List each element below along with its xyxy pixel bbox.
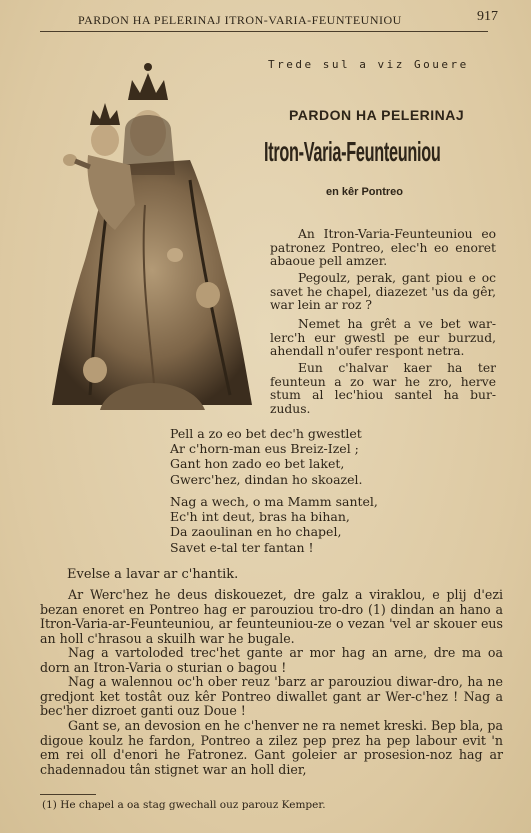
right-paragraph: An Itron-Varia-Feunteuniou eo patronez Pontreo, elec'h eo enoret abaoue pell amzer. (270, 227, 496, 269)
poem-line: Nag a wech, o ma Mamm santel, (170, 494, 378, 509)
right-paragraph: Pegoulz, perak, gant piou e oc savet he chapel, diazezet 'us da gêr, war lein ar roz ? (270, 271, 496, 313)
poem-line: Ec'h int deut, bras ha bihan, (170, 509, 350, 525)
place-line: en kêr Pontreo (326, 186, 404, 198)
page-number: 917 (477, 9, 498, 24)
page-header (40, 9, 498, 32)
poem-line: Gwerc'hez, dindan ho skoazel. (170, 471, 363, 487)
main-title: Itron-Varia-Feunteuniou (264, 136, 441, 167)
right-paragraph: Eun c'halvar kaer ha ter feunteun a zo war he zro, herve stum al lec'hiou santel ha bur-zudus. (270, 361, 496, 416)
body-paragraph: Gant se, an devosion en he c'henver ne ra nemet kreski. Bep bla, pa digoue koulz he fardon, Pontreo a zilez pep prez ha pep labour evit 'n em rei oll d'enori he Fatronez. Gant goleier ar prosesion-noz hag ar chadennadou tân stignet war an holl dier, (40, 718, 503, 777)
intro-line: Evelse a lavar ar c'hantik. (67, 567, 239, 582)
running-title: PARDON HA PELERINAJ ITRON-VARIA-FEUNTEUNIOU (78, 13, 402, 27)
subtitle: PARDON HA PELERINAJ (289, 107, 465, 123)
poem-line: Da zaoulinan en ho chapel, (170, 524, 342, 540)
poem-stanza-2 (170, 494, 378, 555)
footnote: (1) He chapel a oa stag gwechall ouz parouz Kemper. (42, 799, 326, 811)
top-note: Trede sul a viz Gouere (268, 58, 469, 71)
body-paragraph: Nag a walennou oc'h ober reuz 'barz ar parouziou diwar-dro, ha ne gredjont ket tostât ouz kêr Pontreo diwallet gant ar Wer-c'hez ! Nag a bec'her dizroet ganti ouz Doue ! (40, 674, 503, 718)
poem-stanza-1 (170, 426, 362, 487)
poem-line: Gant hon zado eo bet laket, (170, 456, 345, 472)
poem-line: Pell a zo eo bet dec'h gwestlet (170, 426, 362, 441)
poem-line: Savet e-tal ter fantan ! (170, 539, 314, 555)
right-paragraph: Nemet ha grêt a ve bet war-lerc'h eur gwestl pe eur burzud, ahendall n'oufer respont netra. (270, 317, 496, 359)
body-paragraph: Ar Werc'hez he deus diskouezet, dre galz a viraklou, e plij d'ezi bezan enoret en Pontreo hag er parouziou tro-dro (1) dindan an hano a Itron-Varia-ar-Feunteuniou, ar feunteuniou-ze o vezan 'vel ar skouer eus an holl c'hrasou a skuilh war he bugale. (40, 587, 503, 646)
body-paragraph: Nag a vartoloded trec'het gante ar mor hag an arne, dre ma oa dorn an Itron-Varia o sturian o bagou ! (40, 645, 503, 675)
poem-line: Ar c'horn-man eus Breiz-Izel ; (170, 441, 359, 457)
footnote-rule (40, 794, 96, 795)
madonna-statue-image (40, 55, 255, 415)
